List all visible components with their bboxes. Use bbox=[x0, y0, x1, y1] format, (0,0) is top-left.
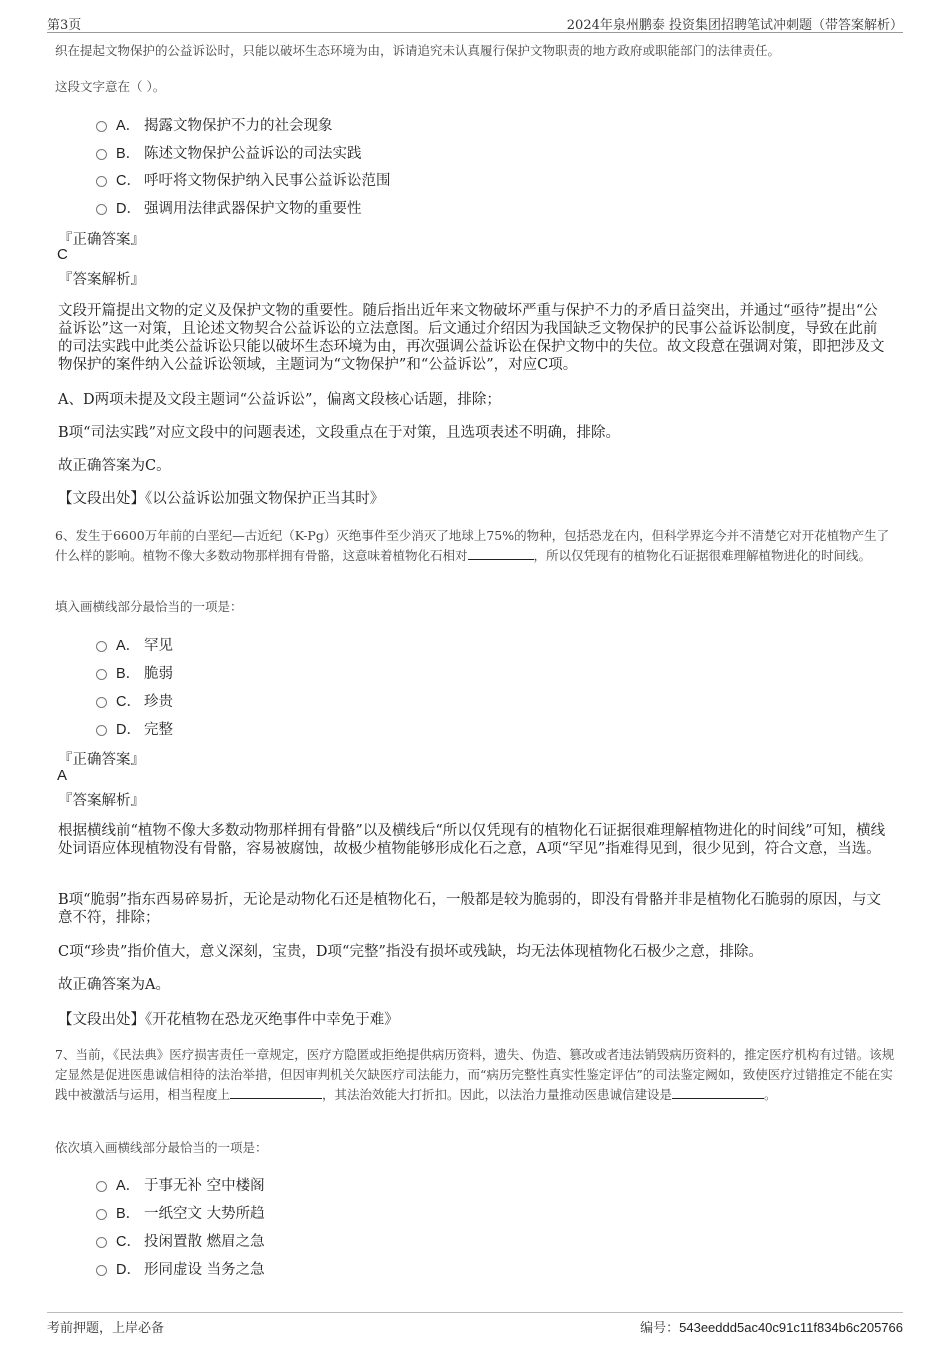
radio-icon[interactable] bbox=[96, 204, 107, 215]
source-line: 【文段出处】《开花植物在恐龙灭绝事件中幸免于难》 bbox=[58, 1012, 399, 1028]
option-text: 珍贵 bbox=[144, 693, 173, 710]
radio-icon[interactable] bbox=[96, 641, 107, 652]
radio-icon[interactable] bbox=[96, 121, 107, 132]
radio-icon[interactable] bbox=[96, 1237, 107, 1248]
option-letter: A． bbox=[116, 637, 141, 654]
question-prompt: 这段文字意在（ ）。 bbox=[55, 79, 166, 94]
option-text: 呼吁将文物保护纳入民事公益诉讼范围 bbox=[144, 172, 391, 189]
option-text: 于事无补 空中楼阁 bbox=[144, 1177, 265, 1194]
option-d[interactable] bbox=[96, 1258, 265, 1278]
option-text: 形同虚设 当务之急 bbox=[144, 1261, 265, 1278]
answer-label: 『正确答案』 bbox=[58, 232, 145, 248]
radio-icon[interactable] bbox=[96, 725, 107, 736]
analysis-paragraph: 故正确答案为A。 bbox=[58, 977, 170, 993]
option-text: 投闲置散 燃眉之急 bbox=[144, 1233, 265, 1250]
analysis-paragraph: A、D两项未提及文段主题词“公益诉讼”，偏离文段核心话题，排除； bbox=[58, 392, 501, 408]
analysis-paragraph: 根据横线前“植物不像大多数动物那样拥有骨骼”以及横线后“所以仅凭现有的植物化石证据很难理解植物进化的时间线”可知，横线处词语应体现植物没有骨骼，容易被腐蚀，故极少植物能够形成化石之意，A项“罕见”指难得见到，很少见到，符合文意，当选。 bbox=[58, 823, 886, 857]
analysis-paragraph: B项“脆弱”指东西易碎易折，无论是动物化石还是植物化石，一般都是较为脆弱的，即没有骨骼并非是植物化石脆弱的原因，与文意不符，排除； bbox=[58, 892, 881, 926]
source-line: 【文段出处】《以公益诉讼加强文物保护正当其时》 bbox=[58, 491, 385, 507]
option-b[interactable] bbox=[96, 1202, 265, 1222]
option-a[interactable] bbox=[96, 1174, 265, 1194]
fill-blank bbox=[672, 1086, 764, 1099]
radio-icon[interactable] bbox=[96, 149, 107, 160]
document-id-value: 543eeddd5ac40c91c11f834b6c205766 bbox=[679, 1320, 903, 1335]
fill-blank bbox=[230, 1086, 322, 1099]
option-d[interactable] bbox=[96, 718, 173, 738]
radio-icon[interactable] bbox=[96, 176, 107, 187]
option-a[interactable] bbox=[96, 634, 173, 654]
question-stem: 织在提起文物保护的公益诉讼时，只能以破坏生态环境为由，诉请追究未认真履行保护文物职责的地方政府或职能部门的法律责任。 bbox=[55, 43, 781, 58]
option-c[interactable] bbox=[96, 1230, 265, 1250]
page-footer bbox=[47, 1312, 903, 1338]
document-id bbox=[640, 1317, 903, 1336]
option-letter: A． bbox=[116, 1177, 141, 1194]
option-text: 罕见 bbox=[144, 637, 173, 654]
page-header bbox=[47, 12, 903, 33]
option-letter: B． bbox=[116, 1205, 141, 1222]
question-prompt: 依次填入画横线部分最恰当的一项是： bbox=[55, 1140, 268, 1155]
option-text: 陈述文物保护公益诉讼的司法实践 bbox=[144, 145, 362, 162]
option-text: 一纸空文 大势所趋 bbox=[144, 1205, 265, 1222]
option-letter: D． bbox=[116, 721, 141, 738]
analysis-label: 『答案解析』 bbox=[58, 272, 145, 288]
question-stem: 6、发生于6600万年前的白垩纪—古近纪（K-Pg）灭绝事件至少消灭了地球上75%的物种，包括恐龙在内，但科学界迄今并不清楚它对开花植物产生了什么样的影响。植物不像大多数动物那样拥有骨骼，这意味着植物化石相对 ，所以仅凭现有的植物化石证据很难理解植物进化的时间线。 bbox=[55, 528, 890, 563]
option-text: 强调用法律武器保护文物的重要性 bbox=[144, 200, 362, 217]
answer-value: C bbox=[57, 246, 68, 263]
option-c[interactable] bbox=[96, 169, 391, 189]
option-d[interactable] bbox=[96, 197, 362, 217]
option-letter: C． bbox=[116, 172, 141, 189]
analysis-label: 『答案解析』 bbox=[58, 793, 145, 809]
radio-icon[interactable] bbox=[96, 1265, 107, 1276]
option-letter: C． bbox=[116, 693, 141, 710]
option-text: 完整 bbox=[144, 721, 173, 738]
page-number: 第3页 bbox=[47, 18, 82, 33]
fill-blank bbox=[468, 547, 534, 560]
answer-label: 『正确答案』 bbox=[58, 752, 145, 768]
radio-icon[interactable] bbox=[96, 697, 107, 708]
document-id-label: 编号： bbox=[640, 1321, 680, 1336]
radio-icon[interactable] bbox=[96, 1181, 107, 1192]
question-prompt: 填入画横线部分最恰当的一项是： bbox=[55, 599, 243, 614]
option-letter: C． bbox=[116, 1233, 141, 1250]
footer-slogan: 考前押题，上岸必备 bbox=[47, 1321, 165, 1336]
option-b[interactable] bbox=[96, 662, 173, 682]
option-letter: D． bbox=[116, 1261, 141, 1278]
option-text: 脆弱 bbox=[144, 665, 173, 682]
option-text: 揭露文物保护不力的社会现象 bbox=[144, 117, 333, 134]
analysis-paragraph: 文段开篇提出文物的定义及保护文物的重要性。随后指出近年来文物破坏严重与保护不力的矛盾日益突出，并通过“亟待”提出“公益诉讼”这一对策，且论述文物契合公益诉讼的立法意图。后文通过介绍因为我国缺乏文物保护的民事公益诉讼制度，导致在此前的司法实践中此类公益诉讼只能以破坏生态环境为由，再次强调公益诉讼在保护文物中的失位。故文段意在强调对策，即把涉及文物保护的案件纳入公益诉讼领域，主题词为“文物保护”和“公益诉讼”，对应C项。 bbox=[58, 303, 885, 373]
document-title: 2024年泉州鹏泰 投资集团招聘笔试冲刺题（带答案解析） bbox=[566, 18, 903, 33]
option-letter: D． bbox=[116, 200, 141, 217]
analysis-paragraph: B项“司法实践”对应文段中的问题表述，文段重点在于对策，且选项表述不明确，排除。 bbox=[58, 425, 620, 441]
option-letter: B． bbox=[116, 665, 141, 682]
answer-value: A bbox=[57, 767, 68, 784]
question-stem: 7、当前，《民法典》医疗损害责任一章规定，医疗方隐匿或拒绝提供病历资料，遗失、伪造、篡改或者违法销毁病历资料的，推定医疗机构有过错。该规定显然是促进医患诚信相待的法治举措，但因审判机关欠缺医疗司法能力，而“病历完整性真实性鉴定评估”的司法鉴定阙如，致使医疗过错推定不能在实践中被激活与运用，相当程度上 ，其法治效能大打折扣。因此，以法治力量推动医患诚信建设是 。 bbox=[55, 1047, 895, 1102]
option-b[interactable] bbox=[96, 142, 362, 162]
analysis-paragraph: 故正确答案为C。 bbox=[58, 458, 171, 474]
radio-icon[interactable] bbox=[96, 669, 107, 680]
option-letter: B． bbox=[116, 145, 141, 162]
option-letter: A． bbox=[116, 117, 141, 134]
radio-icon[interactable] bbox=[96, 1209, 107, 1220]
option-a[interactable] bbox=[96, 114, 333, 134]
option-c[interactable] bbox=[96, 690, 173, 710]
analysis-paragraph: C项“珍贵”指价值大，意义深刻，宝贵，D项“完整”指没有损坏或残缺，均无法体现植物化石极少之意，排除。 bbox=[58, 944, 763, 960]
